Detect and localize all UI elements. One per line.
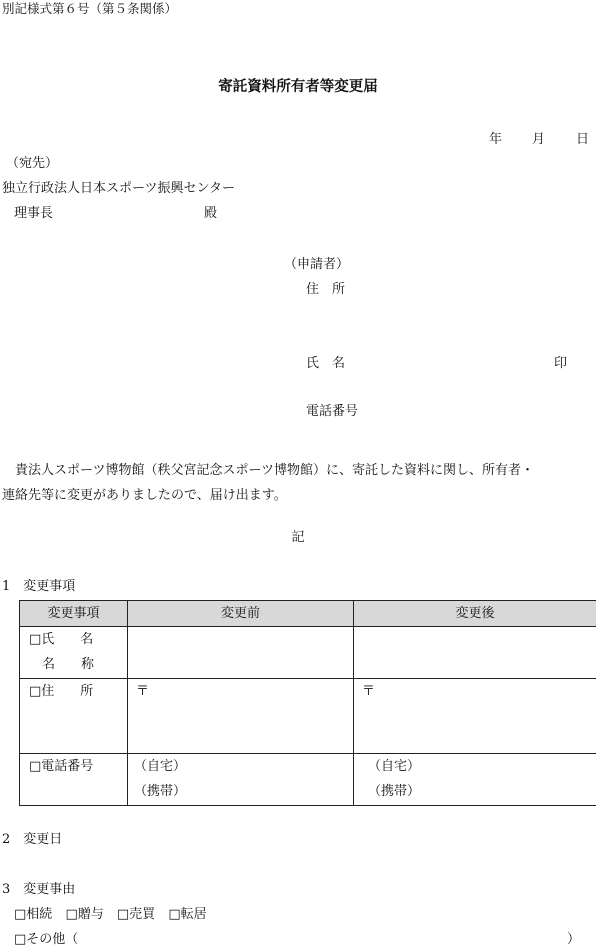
table-row	[20, 627, 596, 679]
change-items-table	[19, 600, 596, 806]
body-line-2: 連絡先等に変更がありましたので、届け出ます。	[2, 488, 287, 503]
home-phone-label: （自宅）	[368, 759, 421, 774]
item-name-label-2: 名 称	[29, 657, 95, 672]
addressee-organization: 独立行政法人日本スポーツ振興センター	[2, 181, 235, 196]
form-number: 別記様式第６号（第５条関係）	[2, 1, 178, 16]
addressee-honorific: 殿	[204, 206, 218, 221]
mobile-phone-label: （携帯）	[368, 784, 421, 799]
row-item-cell[interactable]	[20, 627, 128, 679]
table-row	[20, 679, 596, 754]
row-item-cell[interactable]	[20, 754, 128, 806]
addressee-label: （宛先）	[6, 156, 59, 171]
document-title: 寄託資料所有者等変更届	[218, 78, 378, 95]
body-line-1: 貴法人スポーツ博物館（秩父宮記念スポーツ博物館）に、寄託した資料に関し、所有者・	[15, 463, 534, 478]
date-month-label: 月	[532, 132, 546, 147]
body-paragraph	[2, 458, 594, 508]
reason-other-close-bracket: ）	[567, 932, 581, 947]
applicant-label: （申請者）	[284, 257, 350, 272]
row-item-cell[interactable]	[20, 679, 128, 754]
reason-sale-checkbox[interactable]: □売買	[116, 907, 156, 922]
ki-marker: 記	[291, 530, 305, 545]
postal-mark: 〒	[136, 684, 150, 699]
applicant-name-label: 氏 名	[306, 356, 346, 371]
section3-heading: 3 変更事由	[2, 882, 76, 897]
postal-mark: 〒	[362, 684, 376, 699]
mobile-phone-label: （携帯）	[134, 784, 187, 799]
reason-other-checkbox[interactable]: □その他（	[14, 932, 79, 947]
table-header: 変更後	[354, 601, 596, 627]
after-address-cell[interactable]	[354, 679, 596, 754]
reason-options	[14, 908, 207, 921]
item-address-label: □住 所	[29, 684, 94, 699]
table-header: 変更事項	[20, 601, 128, 627]
item-name-label: □氏 名	[29, 632, 94, 647]
applicant-phone-label: 電話番号	[306, 404, 359, 419]
before-address-cell[interactable]	[128, 679, 354, 754]
reason-gift-checkbox[interactable]: □贈与	[65, 907, 104, 922]
date-year-label: 年	[489, 132, 503, 147]
item-phone-label: □電話番号	[29, 759, 94, 774]
table-header-row	[20, 601, 596, 627]
table-header: 変更前	[128, 601, 354, 627]
after-name-cell[interactable]	[354, 627, 596, 679]
after-phone-cell[interactable]	[354, 754, 596, 806]
section1-heading: 1 変更事項	[2, 579, 76, 594]
reason-relocation-checkbox[interactable]: □転居	[168, 907, 207, 922]
reason-inheritance-checkbox[interactable]: □相続	[14, 907, 53, 922]
seal-mark: 印	[554, 356, 568, 371]
table-row	[20, 754, 596, 806]
applicant-address-label: 住 所	[306, 282, 346, 297]
addressee-position: 理事長	[14, 206, 54, 221]
before-name-cell[interactable]	[128, 627, 354, 679]
before-phone-cell[interactable]	[128, 754, 354, 806]
date-day-label: 日	[576, 132, 590, 147]
home-phone-label: （自宅）	[134, 759, 187, 774]
section2-heading: 2 変更日	[2, 832, 63, 847]
